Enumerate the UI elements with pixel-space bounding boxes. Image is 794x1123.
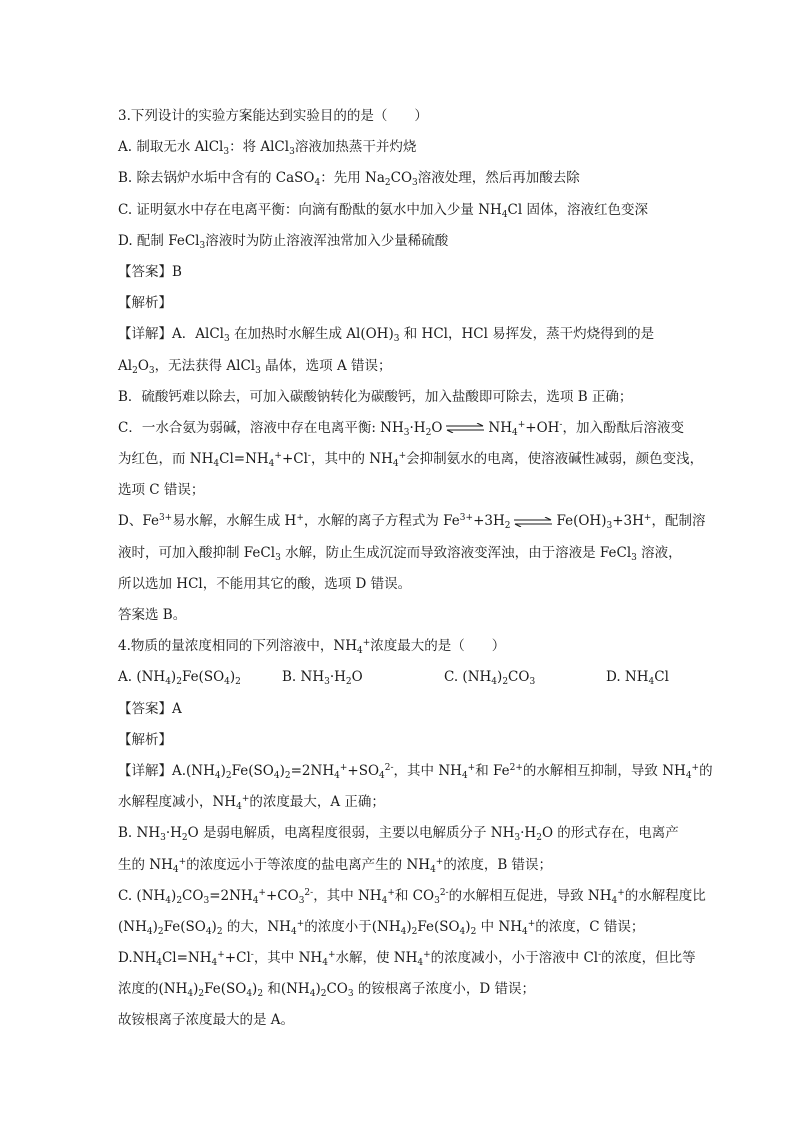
q4-detail-line-6: $(NH_4)_2Fe(SO_4)_2$ 的大，$NH_4^+$的浓度小于$(NH_4)_2Fe(SO_4)_2$ 中 $NH_4^+$的浓度，C 错误； xyxy=(118,918,645,937)
q4-detail-line-1: 【详解】$A.(NH_4)_2Fe(SO_4)_2=2NH_4^++SO_4^{2-}$，其中 $NH_4^+$和 $Fe^{2+}$的水解相互抑制，导致 $NH_4^+$的 xyxy=(118,762,713,781)
q4-detail-line-3: B. $NH_3\cdot H_2O$ 是弱电解质，电离程度很弱，主要以电解质分子 $NH_3\cdot H_2O$ 的形式存在，电离产 xyxy=(118,825,679,844)
q3-option-b: B. 除去锅炉水垢中含有的 CaSO$_4$：先用 $Na_2CO_3$溶液处理，然后再加酸去除 xyxy=(118,170,580,189)
q4-answer: 【答案】A xyxy=(118,700,182,717)
q3-detail-line-7: D、$Fe^{3+}$易水解，水解生成 H+，水解的离子方程式为 $Fe^{3+}+3H_2$ $Fe(OH)_3+3H^+$，配制溶 xyxy=(118,513,706,532)
q4-detail-line-2: 水解程度减小，$NH_4^+$的浓度最大，A 正确； xyxy=(118,794,385,813)
q3-detail-line-3: B．硫酸钙难以除去，可加入碳酸钠转化为碳酸钙，加入盐酸即可除去，选项 B 正确； xyxy=(118,388,633,405)
q4-option-c: C. $(NH_4)_2CO_3$ xyxy=(444,669,536,688)
q3-analysis-heading: 【解析】 xyxy=(118,295,172,312)
equilibrium-arrow-icon xyxy=(513,517,553,527)
equilibrium-arrow-icon xyxy=(445,423,485,433)
q4-analysis-heading: 【解析】 xyxy=(118,731,172,748)
q3-answer: 【答案】B xyxy=(118,263,182,280)
q3-detail-line-8: 液时，可加入酸抑制 FeCl$_3$ 水解，防止生成沉淀而导致溶液变浑浊，由于溶液是 FeCl$_3$ 溶液， xyxy=(118,544,682,563)
q3-detail-line-6: 选项 C 错误； xyxy=(118,482,205,499)
q3-final-answer: 答案选 B。 xyxy=(118,607,187,623)
q4-detail-line-4: 生的 $NH_4^+$的浓度远小于等浓度的盐电离产生的 $NH_4^+$的浓度，B 错误； xyxy=(118,856,553,875)
q3-detail-line-5: 为红色，而 $NH_4Cl=NH_4^++Cl^-$，其中的 $NH_4^+$会抑制氨水的电离，使溶液碱性减弱，颜色变浅， xyxy=(118,451,704,470)
q3-stem: 3.下列设计的实验方案能达到实验目的的是（ ） xyxy=(118,108,428,124)
document-content xyxy=(118,101,713,1037)
q4-detail-line-5: C. $(NH_4)_2CO_3=2NH_4^++CO_3^{2-}$，其中 $NH_4^+$和 $CO_3^{2-}$的水解相互促进，导致 $NH_4^+$的水解程度比 xyxy=(118,887,706,906)
q3-detail-line-9: 所以选加 HCl，不能用其它的酸，选项 D 错误。 xyxy=(118,575,412,592)
q4-final-answer: 故铵根离子浓度最大的是 A。 xyxy=(118,1012,295,1029)
q4-detail-line-8: 浓度的$(NH_4)_2Fe(SO_4)_2$ 和$(NH_4)_2CO_3$ 的铵根离子浓度小，D 错误； xyxy=(118,981,536,1000)
q3-detail-line-1: 【详解】A．AlCl$_3$ 在加热时水解生成 $Al(OH)_3$ 和 HCl，HCl 易挥发，蒸干灼烧得到的是 xyxy=(118,326,655,345)
q3-option-a: A. 制取无水 AlCl$_3$：将 AlCl$_3$溶液加热蒸干并灼烧 xyxy=(118,139,417,158)
q4-option-d: D. $NH_4Cl$ xyxy=(606,669,669,688)
q4-detail-line-7: $D.NH_4Cl=NH_4^++Cl^-$，其中 $NH_4^+$水解，使 $NH_4^+$的浓度减小，小于溶液中 Cl-的浓度，但比等 xyxy=(118,950,696,969)
q4-options xyxy=(118,662,678,693)
q4-stem: 4.物质的量浓度相同的下列溶液中，$NH_4^+$浓度最大的是（ ） xyxy=(118,638,506,657)
q3-detail-line-2: $Al_2O_3$，无法获得 AlCl$_3$ 晶体，选项 A 错误； xyxy=(118,357,392,376)
q4-option-a: A. $(NH_4)_2Fe(SO_4)_2$ xyxy=(118,669,241,688)
q4-option-b: B. $NH_3\cdot H_2O$ xyxy=(282,669,363,688)
q3-detail-line-4: C．一水合氨为弱碱，溶液中存在电离平衡: $NH_3\cdot H_2O$ $NH_4^++OH^-$，加入酚酞后溶液变 xyxy=(118,419,684,438)
q3-option-d: D. 配制 FeCl$_3$溶液时为防止溶液浑浊常加入少量稀硫酸 xyxy=(118,232,449,251)
q3-option-c: C. 证明氨水中存在电离平衡：向滴有酚酞的氨水中加入少量 $NH_4Cl$ 固体，溶液红色变深 xyxy=(118,201,648,220)
